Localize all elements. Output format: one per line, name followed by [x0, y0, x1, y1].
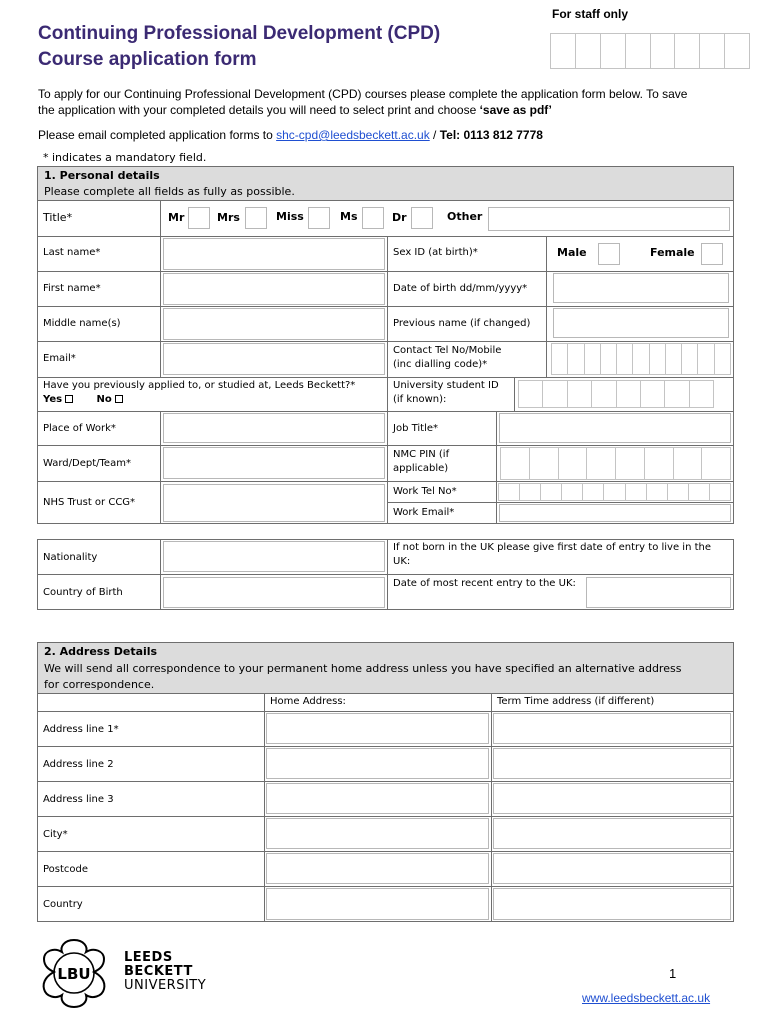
title-dr: Dr: [392, 211, 407, 224]
ward-label: Ward/Dept/Team*: [43, 458, 131, 469]
home-postcode[interactable]: [266, 853, 489, 884]
term-address-header: Term Time address (if different): [497, 696, 655, 707]
dob-input[interactable]: [553, 273, 729, 303]
country-of-birth-input[interactable]: [163, 577, 385, 608]
home-address-line1[interactable]: [266, 713, 489, 744]
title-ms-checkbox[interactable]: [362, 207, 384, 229]
page-title: Continuing Professional Development (CPD): [38, 23, 441, 44]
mandatory-note: * indicates a mandatory field.: [43, 151, 207, 164]
home-city[interactable]: [266, 818, 489, 849]
place-of-work-label: Place of Work*: [43, 423, 116, 434]
student-id-label: University student ID (if known):: [393, 380, 499, 405]
intro-text: To apply for our Continuing Professional Development (CPD) courses please complete the application form below. To save the application with your completed details you will need to select print and choose ‘save as pdf’: [38, 87, 688, 117]
job-title-input[interactable]: [499, 413, 731, 443]
nhs-trust-input[interactable]: [163, 484, 385, 522]
title-dr-checkbox[interactable]: [411, 207, 433, 229]
entry-first-label: If not born in the UK please give first date of entry to live in the UK:: [393, 542, 711, 567]
sex-id-label: Sex ID (at birth)*: [393, 247, 478, 258]
applied-before-options: Yes No: [43, 394, 123, 405]
first-name-input[interactable]: [163, 273, 385, 305]
work-email-label: Work Email*: [393, 507, 455, 518]
contact-tel-label: Contact Tel No/Mobile (inc dialling code)*: [393, 345, 502, 370]
middle-names-input[interactable]: [163, 308, 385, 340]
page-subtitle: Course application form: [38, 49, 257, 70]
title-mrs-checkbox[interactable]: [245, 207, 267, 229]
contact-tel-input[interactable]: [551, 343, 731, 375]
university-logo: [32, 937, 222, 1009]
ward-input[interactable]: [163, 447, 385, 479]
term-postcode[interactable]: [493, 853, 731, 884]
country-of-birth-label: Country of Birth: [43, 587, 123, 598]
term-city[interactable]: [493, 818, 731, 849]
section1-header: 1. Personal details Please complete all fields as fully as possible.: [37, 166, 734, 201]
entry-recent-input[interactable]: [586, 577, 731, 608]
title-other: Other: [447, 210, 483, 223]
previous-name-label: Previous name (if changed): [393, 318, 531, 329]
country-label: Country: [43, 899, 83, 910]
work-tel-label: Work Tel No*: [393, 486, 457, 497]
section2-header: 2. Address Details We will send all correspondence to your permanent home address unless you have specified an alternative address for correspondence.: [37, 642, 734, 694]
applied-before-label: Have you previously applied to, or studied at, Leeds Beckett?*: [43, 380, 356, 391]
home-address-line3[interactable]: [266, 783, 489, 814]
previous-name-input[interactable]: [553, 308, 729, 338]
entry-recent-label: Date of most recent entry to the UK:: [393, 578, 576, 589]
no-checkbox[interactable]: [115, 395, 123, 403]
title-other-input[interactable]: [488, 207, 730, 231]
job-title-label: Job Title*: [393, 423, 439, 434]
sex-female: Female: [650, 246, 695, 259]
title-mr-checkbox[interactable]: [188, 207, 210, 229]
nhs-trust-label: NHS Trust or CCG*: [43, 497, 136, 508]
title-mrs: Mrs: [217, 211, 240, 224]
title-miss: Miss: [276, 210, 304, 223]
home-address-header: Home Address:: [270, 696, 346, 707]
website-link[interactable]: www.leedsbeckett.ac.uk: [582, 991, 711, 1005]
place-of-work-input[interactable]: [163, 413, 385, 443]
nmc-pin-label: NMC PIN (if applicable): [393, 449, 450, 474]
address-line2-label: Address line 2: [43, 759, 114, 770]
address-line3-label: Address line 3: [43, 794, 114, 805]
nmc-pin-input[interactable]: [500, 447, 731, 480]
last-name-label: Last name*: [43, 247, 101, 258]
term-address-line3[interactable]: [493, 783, 731, 814]
title-miss-checkbox[interactable]: [308, 207, 330, 229]
email-input[interactable]: [163, 343, 385, 375]
staff-only-boxes[interactable]: [550, 33, 750, 69]
dob-label: Date of birth dd/mm/yyyy*: [393, 283, 528, 294]
title-mr: Mr: [168, 211, 185, 224]
sex-male: Male: [557, 246, 587, 259]
sex-female-checkbox[interactable]: [701, 243, 723, 265]
rose-emblem-icon: [32, 937, 116, 1009]
home-address-line2[interactable]: [266, 748, 489, 779]
svg-text:LBU: LBU: [57, 965, 91, 983]
address-line1-label: Address line 1*: [43, 724, 119, 735]
university-logo-text: LEEDS BECKETT UNIVERSITY: [124, 950, 207, 993]
postcode-label: Postcode: [43, 864, 89, 875]
first-name-label: First name*: [43, 283, 101, 294]
nationality-label: Nationality: [43, 552, 98, 563]
page-number: 1: [669, 966, 677, 981]
term-address-line1[interactable]: [493, 713, 731, 744]
work-email-input[interactable]: [499, 504, 731, 522]
middle-names-label: Middle name(s): [43, 318, 121, 329]
yes-checkbox[interactable]: [65, 395, 73, 403]
email-link[interactable]: shc-cpd@leedsbeckett.ac.uk: [276, 128, 430, 142]
student-id-input[interactable]: [518, 380, 714, 408]
contact-line: Please email completed application forms to shc-cpd@leedsbeckett.ac.uk / Tel: 0113 812 7778: [38, 128, 543, 142]
work-tel-input[interactable]: [498, 483, 731, 501]
email-label: Email*: [43, 353, 76, 364]
title-ms: Ms: [340, 210, 358, 223]
home-country[interactable]: [266, 888, 489, 920]
staff-only-label: For staff only: [552, 7, 629, 21]
title-label: Title*: [43, 211, 73, 224]
nationality-input[interactable]: [163, 541, 385, 572]
city-label: City*: [43, 829, 68, 840]
term-address-line2[interactable]: [493, 748, 731, 779]
term-country[interactable]: [493, 888, 731, 920]
sex-male-checkbox[interactable]: [598, 243, 620, 265]
last-name-input[interactable]: [163, 238, 385, 270]
